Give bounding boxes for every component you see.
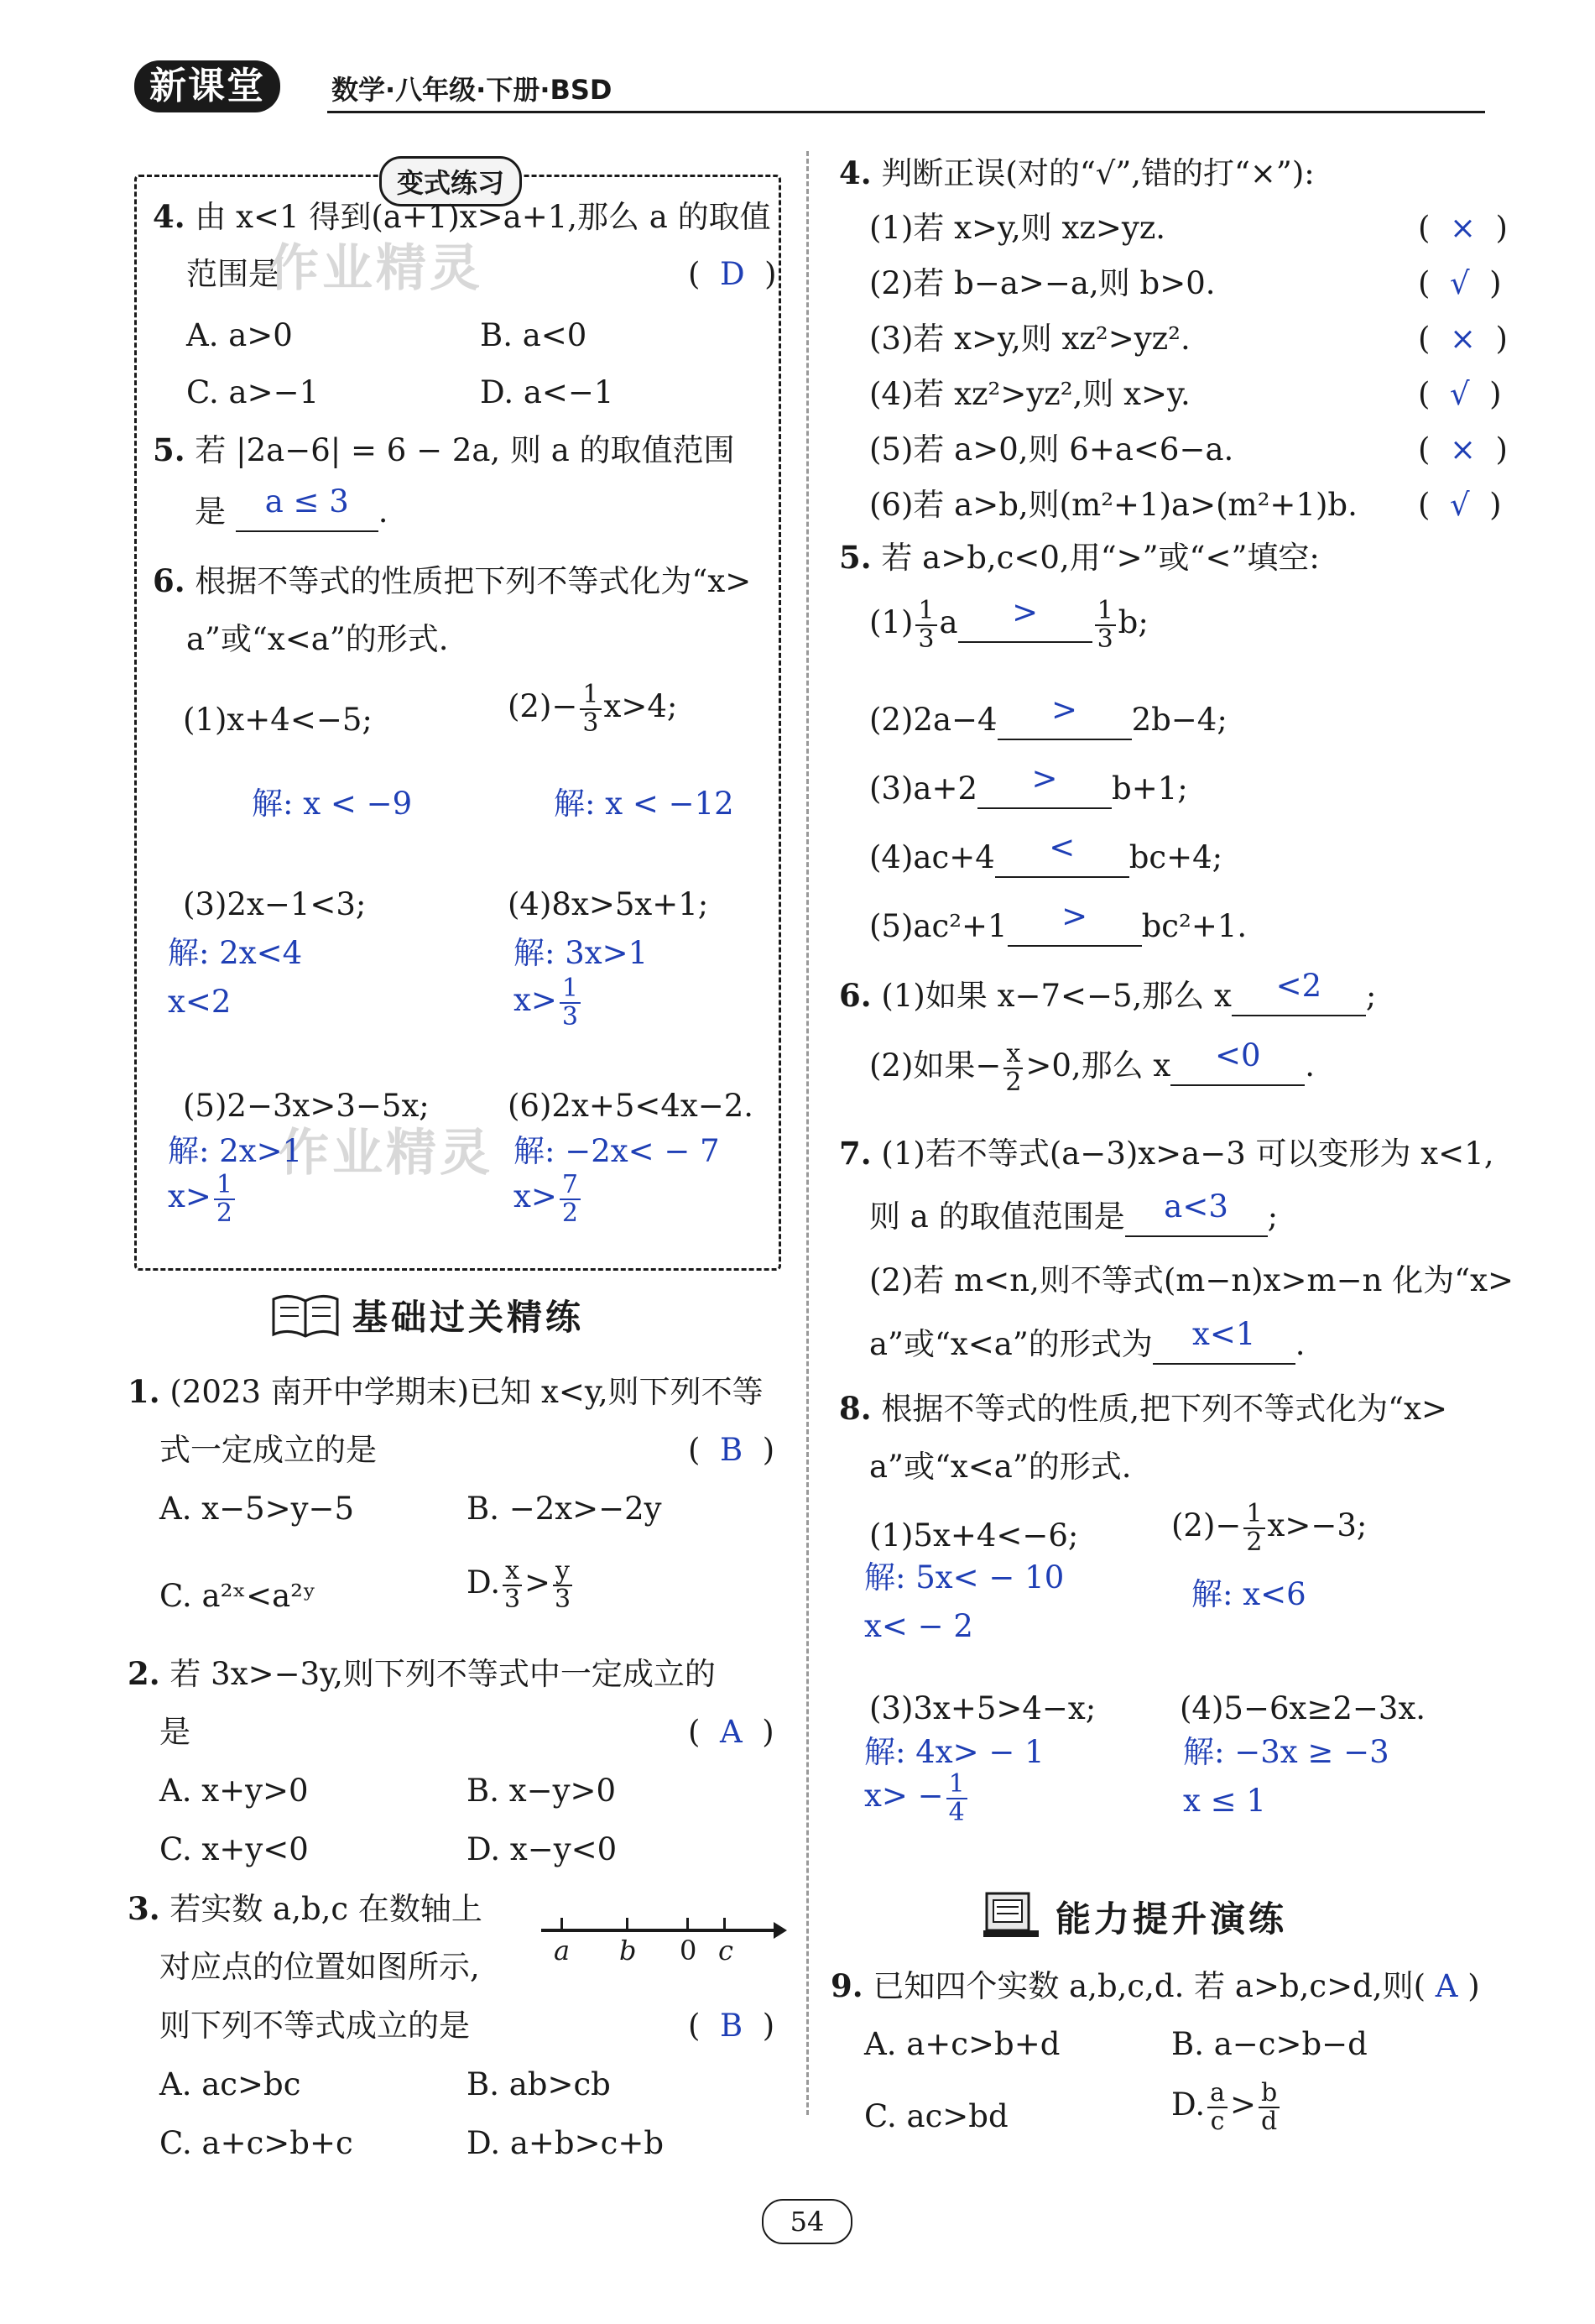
right-q8-part4: (4)5−6x≥2−3x. xyxy=(1180,1690,1426,1726)
right-q5-title xyxy=(839,539,1320,577)
variant-q6-text1: 根据不等式的性质把下列不等式化为“x> xyxy=(195,563,752,599)
right-q5-p4-post: bc+4; xyxy=(1128,839,1223,875)
basic-q3-option-a: A. ac>bc xyxy=(159,2066,301,2102)
true-false-item-text: (4)若 xz²>yz²,则 x>y. xyxy=(869,376,1191,412)
right-q8-part4-solution1: 解: −3x ≥ −3 xyxy=(1183,1734,1389,1770)
right-q8-part4-solution2: x ≤ 1 xyxy=(1183,1783,1266,1819)
true-false-item-text: (3)若 x>y,则 xz²>yz². xyxy=(869,321,1191,357)
right-q5-part1 xyxy=(869,594,1149,654)
right-q5-p1-frac1 xyxy=(915,598,936,652)
number-line-label-0: 0 xyxy=(680,1935,697,1966)
right-q7-p2-post: . xyxy=(1295,1326,1306,1362)
basic-q3-number: 3. xyxy=(128,1890,160,1927)
true-false-item-text: (6)若 a>b,则(m²+1)a>(m²+1)b. xyxy=(869,487,1358,523)
right-q9-optD-frac1 xyxy=(1207,2080,1228,2134)
true-false-item-text: (5)若 a>0,则 6+a<6−a. xyxy=(869,431,1234,467)
right-q7-line3: (2)若 m<n,则不等式(m−n)x>m−n 化为“x> xyxy=(869,1262,1514,1298)
right-q8-part2 xyxy=(1171,1501,1367,1555)
variant-q6-part6-den: 2 xyxy=(561,1198,578,1228)
right-q6-p2-blank xyxy=(1170,1037,1305,1086)
basic-q3-answer: B xyxy=(719,2008,743,2044)
variant-q6-part6-sol2-pre: x> xyxy=(513,1178,557,1214)
basic-q3-text3: 则下列不等式成立的是 xyxy=(159,2008,470,2044)
right-q5-p2-answer: > xyxy=(1051,692,1078,728)
right-q5-p1-frac2 xyxy=(1095,598,1116,652)
right-q6-part1 xyxy=(839,968,1377,1016)
right-q7-p2-blank xyxy=(1153,1316,1295,1365)
variant-q4-text2: 范围是 xyxy=(186,256,279,292)
variant-q6-part2-solution: 解: x < −12 xyxy=(554,786,734,822)
number-line-label-c: c xyxy=(718,1935,733,1966)
variant-q6-part1-solution: 解: x < −9 xyxy=(252,786,413,822)
right-q5-p4-blank xyxy=(995,829,1129,878)
right-q8-line2: a”或“x<a”的形式. xyxy=(869,1449,1132,1485)
right-q8-p2-frac xyxy=(1243,1501,1264,1555)
right-q5-part3 xyxy=(869,760,1188,809)
variant-q6-part4-sol2-pre: x> xyxy=(513,982,557,1018)
right-q8-number: 8. xyxy=(839,1390,872,1427)
right-q8-p2-den: 2 xyxy=(1246,1527,1263,1557)
right-q6-p2-pre: (2)如果− xyxy=(869,1047,1002,1084)
right-q7-p1-answer: a<3 xyxy=(1164,1188,1228,1225)
basic-q1-option-b: B. −2x>−2y xyxy=(467,1491,662,1527)
right-q9-number: 9. xyxy=(831,1967,863,2004)
right-q9-optD-n2: b xyxy=(1259,2080,1280,2108)
basic-q2-answer-paren: ( A ) xyxy=(688,1714,774,1750)
variant-q6-number: 6. xyxy=(153,562,185,599)
right-q5-p5-blank xyxy=(1008,898,1142,947)
right-q9-option-d xyxy=(1171,2080,1282,2134)
variant-q4-text1: 由 x<1 得到(a+1)x>a+1,那么 a 的取值 xyxy=(195,199,771,235)
basic-q1-optD-frac2 xyxy=(553,1558,572,1612)
ability-icon xyxy=(980,1887,1042,1942)
basic-q1-optD-n1: x xyxy=(503,1558,522,1586)
basic-q1-text2: 式一定成立的是 xyxy=(159,1432,377,1468)
variant-q6-part5-solution1: 解: 2x>1 xyxy=(168,1133,303,1169)
right-q5-part4 xyxy=(869,829,1223,878)
right-q7-number: 7. xyxy=(839,1135,872,1172)
basic-q2-option-a: A. x+y>0 xyxy=(159,1773,309,1809)
right-q5-p2-pre: (2)2a−4 xyxy=(869,702,998,738)
true-false-mark: ( × ) xyxy=(1418,431,1508,467)
basic-q2-text2: 是 xyxy=(159,1714,190,1750)
variant-q6-part6-solution1: 解: −2x< − 7 xyxy=(513,1133,720,1169)
number-line-tick-0 xyxy=(686,1918,689,1931)
right-q5-p1-answer: > xyxy=(1012,594,1039,630)
variant-q6-part4-fraction xyxy=(560,975,581,1030)
right-q8-part1-solution1: 解: 5x< − 10 xyxy=(864,1559,1065,1595)
variant-q5-line1 xyxy=(153,431,735,469)
variant-q6-part2-fraction xyxy=(580,682,601,736)
number-line-label-a: a xyxy=(554,1935,571,1966)
right-q6-p2-answer: <0 xyxy=(1215,1037,1261,1073)
right-q8-p3-frac xyxy=(946,1771,967,1825)
book-icon-svg xyxy=(270,1289,341,1341)
true-false-mark: ( × ) xyxy=(1418,321,1508,357)
right-q9-option-b: B. a−c>b−d xyxy=(1171,2026,1368,2062)
watermark-2: 作业精灵 xyxy=(279,1124,493,1183)
variant-q6-part6: (6)2x+5<4x−2. xyxy=(508,1088,754,1124)
right-q7-p1-line2: 则 a 的取值范围是 xyxy=(869,1199,1125,1235)
right-q5-number: 5. xyxy=(839,539,872,576)
right-q6-p2-post: . xyxy=(1305,1047,1316,1084)
right-q5-p1-d2: 3 xyxy=(1097,624,1113,654)
number-line-tick-c xyxy=(723,1918,726,1931)
true-false-item xyxy=(869,265,1216,302)
variant-q6-part2 xyxy=(508,682,677,736)
right-q6-p1-blank xyxy=(1232,968,1366,1016)
right-q7-line1 xyxy=(839,1135,1493,1172)
basic-q1-optD-frac1 xyxy=(503,1558,522,1612)
true-false-item-text: (1)若 x>y,则 xz>yz. xyxy=(869,210,1166,246)
basic-q3-text1: 若实数 a,b,c 在数轴上 xyxy=(169,1891,482,1927)
right-q8-part1-solution2: x< − 2 xyxy=(864,1608,973,1644)
right-q5-p5-answer: > xyxy=(1061,898,1088,934)
variant-q6-part4-num: 1 xyxy=(560,975,581,1004)
right-q9-optD-pre: D. xyxy=(1171,2086,1206,2123)
true-false-mark: ( √ ) xyxy=(1418,265,1502,301)
basic-q1-option-a: A. x−5>y−5 xyxy=(159,1491,355,1527)
true-false-mark-value: √ xyxy=(1449,376,1470,412)
basic-q1-answer-paren: ( B ) xyxy=(688,1432,775,1468)
variant-q5-number: 5. xyxy=(153,431,185,468)
column-separator xyxy=(806,151,809,2115)
variant-q6-part6-num: 7 xyxy=(560,1172,581,1200)
true-false-mark: ( √ ) xyxy=(1418,487,1502,523)
variant-q6-part5-den: 2 xyxy=(216,1198,232,1228)
variant-q6-part3-solution1: 解: 2x<4 xyxy=(168,935,303,971)
variant-q6-part5-num: 1 xyxy=(214,1172,235,1200)
basic-q2-answer: A xyxy=(719,1714,743,1750)
right-q5-p3-pre: (3)a+2 xyxy=(869,770,978,807)
right-q4-number: 4. xyxy=(839,154,872,191)
right-q5-part5 xyxy=(869,898,1248,947)
right-q8-p3-sol2-pre: x> − xyxy=(864,1778,944,1814)
variant-q6-line1 xyxy=(153,562,751,600)
right-q5-p5-pre: (5)ac²+1 xyxy=(869,908,1008,944)
variant-q6-part5-sol2-pre: x> xyxy=(168,1178,211,1214)
right-q7-p1-blank xyxy=(1125,1188,1268,1237)
variant-q6-part5-fraction xyxy=(214,1172,235,1226)
number-line xyxy=(541,1929,780,1932)
right-q7-p1-post: ; xyxy=(1267,1199,1279,1235)
right-q9-option-c: C. ac>bd xyxy=(864,2098,1009,2134)
number-line-tick-a xyxy=(560,1918,563,1931)
right-q8-p2-pre: (2)− xyxy=(1171,1507,1242,1543)
right-q9-optD-op: > xyxy=(1230,2086,1257,2123)
right-q8-p3-num: 1 xyxy=(946,1771,967,1799)
basic-q1-text1: (2023 南开中学期末)已知 x<y,则下列不等 xyxy=(169,1374,764,1410)
right-q6-p1-post: ; xyxy=(1365,978,1377,1014)
right-q5-p3-answer: > xyxy=(1031,760,1058,796)
variant-q6-part2-den: 3 xyxy=(582,708,599,738)
variant-q6-part3-solution2: x<2 xyxy=(168,984,232,1020)
variant-q6-part6-fraction xyxy=(560,1172,581,1226)
right-q8-part2-solution: 解: x<6 xyxy=(1191,1576,1306,1612)
right-q8-line1 xyxy=(839,1390,1447,1428)
right-q6-p2-den: 2 xyxy=(1005,1067,1022,1097)
right-q9-option-a: A. a+c>b+d xyxy=(864,2026,1061,2062)
ability-icon-svg xyxy=(980,1887,1042,1942)
true-false-mark-value: × xyxy=(1449,431,1476,467)
basic-q2-option-b: B. x−y>0 xyxy=(467,1773,617,1809)
basic-q1-answer: B xyxy=(719,1432,743,1468)
right-q8-part3-solution2 xyxy=(864,1771,970,1825)
basic-q1-optD-d2: 3 xyxy=(554,1584,571,1614)
right-q6-p1-answer: <2 xyxy=(1275,968,1322,1004)
variant-q6-part3: (3)2x−1<3; xyxy=(183,886,367,922)
variant-q4-option-c: C. a>−1 xyxy=(186,374,320,410)
basic-q2-text1: 若 3x>−3y,则下列不等式中一定成立的 xyxy=(169,1656,716,1692)
right-q7-line2 xyxy=(869,1188,1279,1237)
right-q5-p2-blank xyxy=(998,692,1132,740)
right-q5-p1-n1: 1 xyxy=(915,598,936,626)
variant-q5-answer: a ≤ 3 xyxy=(264,483,349,520)
right-q9-answer: A xyxy=(1435,1968,1458,2004)
right-q7-p1-line1: (1)若不等式(a−3)x>a−3 可以变形为 x<1, xyxy=(881,1136,1494,1172)
basic-q1-option-c: C. a²ˣ<a²ʸ xyxy=(159,1578,316,1614)
basic-q3-text2: 对应点的位置如图所示, xyxy=(159,1949,480,1985)
variant-q4-option-d: D. a<−1 xyxy=(480,374,614,410)
basic-q3-option-b: B. ab>cb xyxy=(467,2066,611,2102)
right-q5-title-text: 若 a>b,c<0,用“>”或“<”填空: xyxy=(881,540,1320,576)
right-q5-p1-pre: (1) xyxy=(869,604,914,640)
variant-q6-part2-num: 1 xyxy=(580,682,601,710)
book-icon xyxy=(270,1289,341,1341)
right-q5-p1-n2: 1 xyxy=(1095,598,1116,626)
true-false-item xyxy=(869,210,1165,247)
right-q9-optD-d1: c xyxy=(1210,2106,1225,2136)
true-false-item-text: (2)若 b−a>−a,则 b>0. xyxy=(869,265,1216,301)
variant-q6-part4-solution1: 解: 3x>1 xyxy=(513,935,649,971)
right-q8-p3-den: 4 xyxy=(948,1797,965,1827)
variant-q6-part2-pre: (2)− xyxy=(508,688,578,724)
variant-q6-part1: (1)x+4<−5; xyxy=(183,702,373,738)
right-q9-optD-d2: d xyxy=(1261,2106,1278,2136)
basic-q1-optD-d1: 3 xyxy=(504,1584,521,1614)
number-line-label-b: b xyxy=(619,1935,637,1966)
true-false-item xyxy=(869,487,1358,524)
right-q5-p1-blank xyxy=(958,594,1092,643)
right-q8-p2-post: x>−3; xyxy=(1267,1507,1368,1543)
right-q9-close: ) xyxy=(1467,1968,1480,2004)
true-false-mark-value: × xyxy=(1449,321,1476,357)
right-q5-p4-answer: < xyxy=(1049,829,1076,865)
header-subtitle: 数学·八年级·下册·BSD xyxy=(331,74,612,106)
right-q6-p2-frac xyxy=(1003,1041,1023,1095)
number-line-arrow xyxy=(774,1922,787,1939)
ability-section-title: 能力提升演练 xyxy=(1056,1898,1288,1940)
watermark-1: 作业精灵 xyxy=(268,239,483,298)
right-q9-optD-n1: a xyxy=(1207,2080,1228,2108)
basic-section-title: 基础过关精练 xyxy=(352,1297,585,1338)
basic-q1-optD-op: > xyxy=(524,1564,551,1601)
number-line-tick-b xyxy=(626,1918,628,1931)
basic-q3-line1 xyxy=(128,1890,482,1928)
variant-q5-text1: 若 |2a−6| = 6 − 2a, 则 a 的取值范围 xyxy=(195,432,735,468)
variant-practice-badge-text: 变式练习 xyxy=(397,167,505,199)
right-q7-line4 xyxy=(869,1316,1306,1365)
true-false-mark: ( √ ) xyxy=(1418,376,1502,412)
variant-q6-part4: (4)8x>5x+1; xyxy=(508,886,709,922)
basic-q1-line1 xyxy=(128,1373,764,1411)
right-q5-p4-pre: (4)ac+4 xyxy=(869,839,995,875)
true-false-item xyxy=(869,376,1191,413)
variant-q6-part6-solution2 xyxy=(513,1172,583,1226)
right-q5-p3-blank xyxy=(977,760,1112,809)
basic-q3-option-c: C. a+c>b+c xyxy=(159,2125,353,2161)
header-logo xyxy=(134,60,280,112)
right-q7-p2-line2: a”或“x<a”的形式为 xyxy=(869,1326,1153,1362)
right-q6-number: 6. xyxy=(839,977,872,1014)
variant-q6-part2-post: x>4; xyxy=(603,688,678,724)
basic-q2-option-c: C. x+y<0 xyxy=(159,1831,309,1867)
right-q5-p1-v1: a xyxy=(939,604,958,640)
right-q5-p1-d1: 3 xyxy=(918,624,935,654)
right-q5-part2 xyxy=(869,692,1228,740)
basic-q3-option-d: D. a+b>c+b xyxy=(467,2125,665,2161)
right-q9-optD-frac2 xyxy=(1259,2080,1280,2134)
header-rule xyxy=(327,111,1485,113)
right-q6-part2 xyxy=(869,1037,1316,1097)
variant-q6-line2: a”或“x<a”的形式. xyxy=(186,621,449,657)
variant-q6-part4-solution2 xyxy=(513,975,583,1030)
right-q8-part3-solution1: 解: 4x> − 1 xyxy=(864,1734,1045,1770)
true-false-item xyxy=(869,431,1233,468)
variant-q6-part4-den: 3 xyxy=(561,1001,578,1031)
variant-q4-option-a: A. a>0 xyxy=(186,317,293,353)
basic-q2-line1 xyxy=(128,1655,716,1693)
right-q8-part3: (3)3x+5>4−x; xyxy=(869,1690,1097,1726)
variant-q4-answer: D xyxy=(719,256,745,292)
right-q9-text: 已知四个实数 a,b,c,d. 若 a>b,c>d,则( xyxy=(873,1968,1426,2004)
true-false-item xyxy=(869,321,1191,358)
variant-q6-part5-solution2 xyxy=(168,1172,237,1226)
right-q6-p1-pre: (1)如果 x−7<−5,那么 x xyxy=(881,978,1232,1014)
basic-q1-optD-n2: y xyxy=(553,1558,572,1586)
variant-q5-line2: 是 a ≤ 3 . xyxy=(195,494,388,532)
true-false-mark-value: √ xyxy=(1449,487,1470,523)
right-q8-part1: (1)5x+4<−6; xyxy=(869,1517,1079,1554)
variant-q4-line2 xyxy=(186,256,279,293)
true-false-mark: ( × ) xyxy=(1418,210,1508,246)
page-number-badge xyxy=(762,2199,852,2244)
right-q4-title-text: 判断正误(对的“√”,错的打“×”): xyxy=(881,155,1315,191)
variant-q5-blank xyxy=(236,483,378,532)
right-q6-p2-mid: >0,那么 x xyxy=(1025,1047,1171,1084)
basic-q2-number: 2. xyxy=(128,1655,160,1692)
basic-q1-optD-pre: D. xyxy=(467,1564,501,1601)
right-q5-p1-v2: b; xyxy=(1118,604,1149,640)
right-q6-p2-num: x xyxy=(1003,1041,1023,1069)
variant-q5-text2: 是 xyxy=(195,494,226,530)
right-q4-title xyxy=(839,154,1315,192)
right-q5-p5-post: bc²+1. xyxy=(1141,908,1248,944)
right-q5-p2-post: 2b−4; xyxy=(1131,702,1228,738)
right-q8-text1: 根据不等式的性质,把下列不等式化为“x> xyxy=(881,1391,1447,1427)
basic-q3-answer-paren: ( B ) xyxy=(688,2008,775,2044)
variant-q4-answer-paren: ( D ) xyxy=(688,256,777,292)
variant-q4-number: 4. xyxy=(153,198,185,235)
right-q5-p3-post: b+1; xyxy=(1112,770,1188,807)
page-number: 54 xyxy=(790,2206,825,2238)
header-logo-text: 新课堂 xyxy=(149,65,265,107)
right-q9-line1 xyxy=(831,1967,1480,2005)
variant-q6-part5: (5)2−3x>3−5x; xyxy=(183,1088,430,1124)
basic-q1-option-d xyxy=(467,1558,575,1612)
right-q8-p2-num: 1 xyxy=(1243,1501,1264,1529)
basic-q1-number: 1. xyxy=(128,1373,160,1410)
true-false-mark-value: √ xyxy=(1449,265,1470,301)
right-q7-p2-answer: x<1 xyxy=(1192,1316,1256,1352)
basic-q2-option-d: D. x−y<0 xyxy=(467,1831,618,1867)
true-false-mark-value: × xyxy=(1449,210,1476,246)
variant-q4-option-b: B. a<0 xyxy=(480,317,587,353)
